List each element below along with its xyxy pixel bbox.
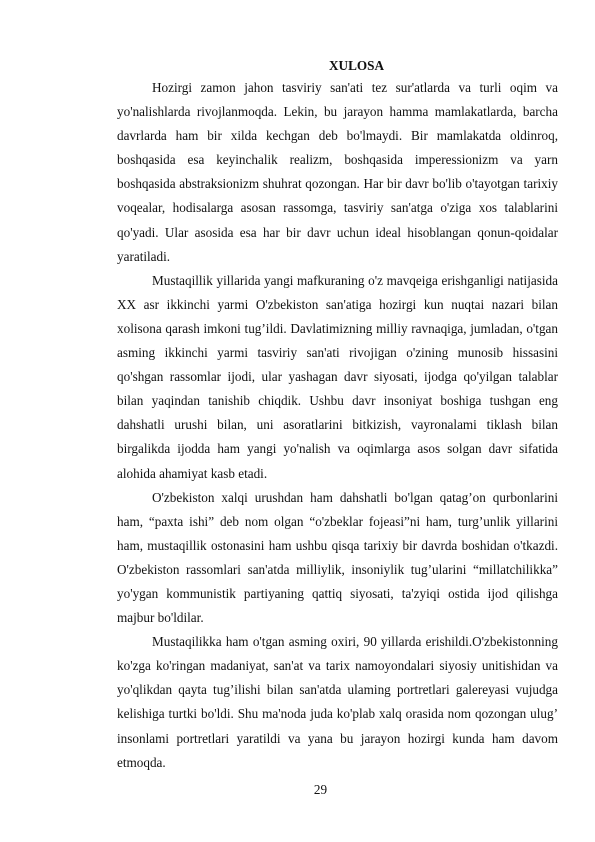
paragraph-4: Mustaqilikka ham o'tgan asming oxiri, 90 yillarda erishildi.O'zbekistonning ko'zga ko'ringan madaniyat, san'at va tarix namoyondalari siyosiy unitishidan va yo'qlikdan qayta tug’ilishi bilan san'atda ulaming portretlari galereyasi vujudga kelishiga turtki bo'ldi. Shu ma'noda juda ko'plab xalq orasida nom qozongan ulug’ insonlami portretlari yaratildi va yana bu jarayon hozirgi kunda ham davom etmoqda. <box>117 634 558 770</box>
page-content <box>117 56 558 775</box>
paragraph-2: Mustaqillik yillarida yangi mafkuraning o'z mavqeiga erishganligi natijasida XX asr ikkinchi yarmi O'zbekiston san'atiga hozirgi kun nuqtai nazari bilan xolisona qarash imkoni tug’ildi. Davlatimizning milliy ravnaqiga, jumladan, o'tgan asming ikkinchi yarmi tasviriy san'ati rivojigan o'zining munosib hissasini qo'shgan rassomlar ijodi, ular yashagan davr siyosati, ijodga qo'yilgan talablar bilan yaqindan tanishib chiqdik. Ushbu davr insoniyat boshiga tushgan eng dahshatli urushi bilan, uni asoratlarini bitkizish, vayronalami tiklash bilan birgalikda ijodda ham yangi yo'nalish va oqimlarga asos solgan davr sifatida alohida ahamiyat kasb etadi. <box>117 272 558 481</box>
page-number: 29 <box>313 782 328 797</box>
page-title: XULOSA <box>329 58 384 73</box>
paragraph-3: O'zbekiston xalqi urushdan ham dahshatli bo'lgan qatag’on qurbonlarini ham, “paxta ishi” deb nom olgan “o'zbeklar fojeasi”ni ham, turg’unlik yillarini ham, mustaqillik ostonasini ham ushbu qisqa tarixiy bir davrda boshidan o'tkazdi. O'zbekiston rassomlari san'atda milliylik, insoniylik tug’ularini “millatchilikka” yo'ygan kommunistik partiyaning qattiq siyosati, ta'zyiqi ostida ijod qilishga majbur bo'ldilar. <box>117 489 558 626</box>
paragraph-1: Hozirgi zamon jahon tasviriy san'ati tez sur'atlarda va turli oqim va yo'nalishlarda rivojlanmoqda. Lekin, bu jarayon hamma mamlakatlarda, barcha davrlarda ham bir xilda kechgan deb bo'lmaydi. Bir mamlakatda oldinroq, boshqasida esa keyinchalik realizm, boshqasida imperessionizm va yarn boshqasida abstraksionizm shuhrat qozongan. Har bir davr bo'lib o'tayotgan tarixiy voqealar, hodisalarga asosan rassomga, tasviriy san'atga o'ziga xos talablarini qo'yadi. Ular asosida esa har bir davr uchun ideal hisoblangan qonun-qoidalar yaratiladi. <box>117 80 558 264</box>
